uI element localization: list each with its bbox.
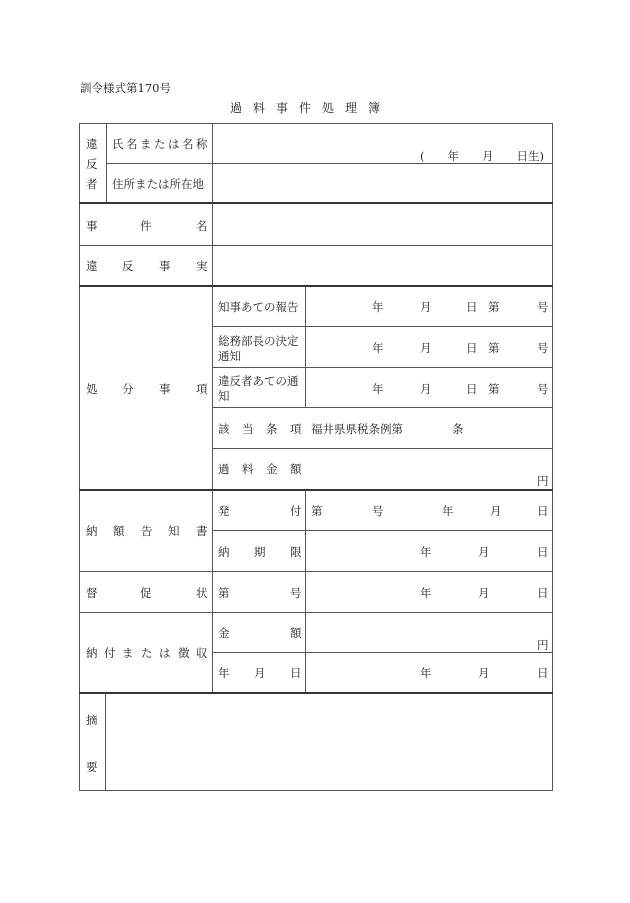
deadline-label-char: 納 [218,545,230,559]
date-month: 月 [420,300,432,314]
number-go: 号 [537,382,549,396]
payment-notice-label-char: 納 [86,524,98,538]
payment-date-label-char: 日 [290,666,302,680]
decision-label-line1: 総務部長の決定 [218,334,299,348]
divider [212,448,553,449]
payment-label-char: ま [122,646,134,660]
issue-label-char: 発 [218,504,230,518]
disposition-label-char: 分 [122,382,134,396]
number-go: 号 [290,586,302,600]
divider [212,326,553,327]
notice-label-line1: 違反者あての通 [218,374,299,388]
payment-label-char: 収 [196,646,208,660]
article-value: 福井県県税条例第 [311,422,403,436]
number-dai: 第 [488,341,500,355]
amount-label-char: 額 [290,626,302,640]
violation-char: 実 [196,259,208,273]
case-name-char: 件 [140,219,152,233]
article-label-char: 当 [242,422,254,436]
section-divider [79,692,553,694]
fine-amount-label-char: 金 [266,462,278,476]
violation-char: 事 [159,259,171,273]
payment-date-label-char: 月 [254,666,266,680]
section-divider [79,489,553,491]
violation-char: 違 [86,259,98,273]
report-label: 知事あての報告 [218,300,299,314]
article-label-char: 条 [266,422,278,436]
fine-amount-label-char: 料 [242,462,254,476]
number-dai: 第 [488,300,500,314]
divider [105,693,106,791]
date-month: 月 [478,666,490,680]
violator-label-char: 者 [86,177,98,191]
decision-label-line2: 通知 [218,349,241,363]
date-day: 日 [537,504,549,518]
payment-label-char: は [159,646,171,660]
divider [305,490,306,693]
date-year: 年 [420,666,432,680]
section-divider [79,285,553,287]
article-label-char: 該 [218,422,230,436]
number-go: 号 [537,341,549,355]
table-border-bottom [79,790,553,791]
form-code: 訓令様式第170号 [80,81,171,95]
violator-label-char: 違 [86,137,98,151]
divider [106,163,553,164]
date-year: 年 [372,382,384,396]
yen-unit: 円 [537,638,549,652]
table-border-right [552,123,553,791]
payment-notice-label-char: 告 [141,524,153,538]
birth-date: ( 年 月 日生) [420,149,544,163]
deadline-label-char: 期 [254,545,266,559]
case-name-char: 事 [86,219,98,233]
reminder-label-char: 状 [196,586,208,600]
date-day: 日 [466,382,478,396]
number-dai: 第 [488,382,500,396]
payment-notice-label-char: 知 [168,524,180,538]
violation-char: 反 [122,259,134,273]
deadline-label-char: 限 [290,545,302,559]
date-day: 日 [537,545,549,559]
date-year: 年 [442,504,454,518]
date-year: 年 [420,545,432,559]
date-day: 日 [537,666,549,680]
reminder-label-char: 促 [140,586,152,600]
disposition-label-char: 事 [159,382,171,396]
fine-amount-label-char: 額 [290,462,302,476]
fine-amount-field[interactable] [307,450,551,488]
notice-label-line2: 知 [218,389,230,403]
disposition-label-char: 項 [196,382,208,396]
date-day: 日 [537,586,549,600]
date-month: 月 [490,504,502,518]
amount-field[interactable] [307,614,551,651]
date-month: 月 [420,341,432,355]
payment-label-char: 徴 [178,646,190,660]
table-border-left [79,123,80,791]
amount-label-char: 金 [218,626,230,640]
reminder-label-char: 督 [86,586,98,600]
remarks-field[interactable] [107,695,551,789]
issue-label-char: 付 [290,504,302,518]
date-day: 日 [466,300,478,314]
number-dai: 第 [311,504,323,518]
payment-notice-label-char: 額 [113,524,125,538]
form-title: 過料事件処理簿 [230,101,392,115]
divider [79,571,553,572]
fine-amount-label-char: 過 [218,462,230,476]
case-name-char: 名 [196,219,208,233]
yen-unit: 円 [537,474,549,488]
divider [212,490,213,693]
address-field[interactable] [214,165,551,201]
date-year: 年 [372,341,384,355]
divider [79,245,553,246]
payment-notice-label-char: 書 [196,524,208,538]
divider [212,367,553,368]
address-label: 住所または所在地 [112,177,204,191]
payment-label-char: 付 [104,646,116,660]
payment-date-label-char: 年 [218,666,230,680]
number-dai: 第 [218,586,230,600]
case-name-field[interactable] [214,204,551,244]
divider [212,286,213,490]
violation-field[interactable] [214,247,551,284]
date-year: 年 [420,586,432,600]
divider [79,612,553,613]
name-label: 氏名または名称 [112,137,210,151]
disposition-label-char: 処 [86,382,98,396]
article-suffix: 条 [452,422,464,436]
date-month: 月 [478,586,490,600]
divider [212,530,553,531]
payment-label-char: 納 [86,646,98,660]
remarks-label-char: 要 [86,760,98,774]
number-go: 号 [537,300,549,314]
date-year: 年 [372,300,384,314]
number-go: 号 [372,504,384,518]
payment-label-char: た [141,646,153,660]
date-day: 日 [466,341,478,355]
divider [305,286,306,408]
date-month: 月 [478,545,490,559]
article-label-char: 項 [290,422,302,436]
divider [212,407,553,408]
remarks-label-char: 摘 [86,713,98,727]
violator-label-char: 反 [86,157,98,171]
divider [212,652,553,653]
date-month: 月 [420,382,432,396]
